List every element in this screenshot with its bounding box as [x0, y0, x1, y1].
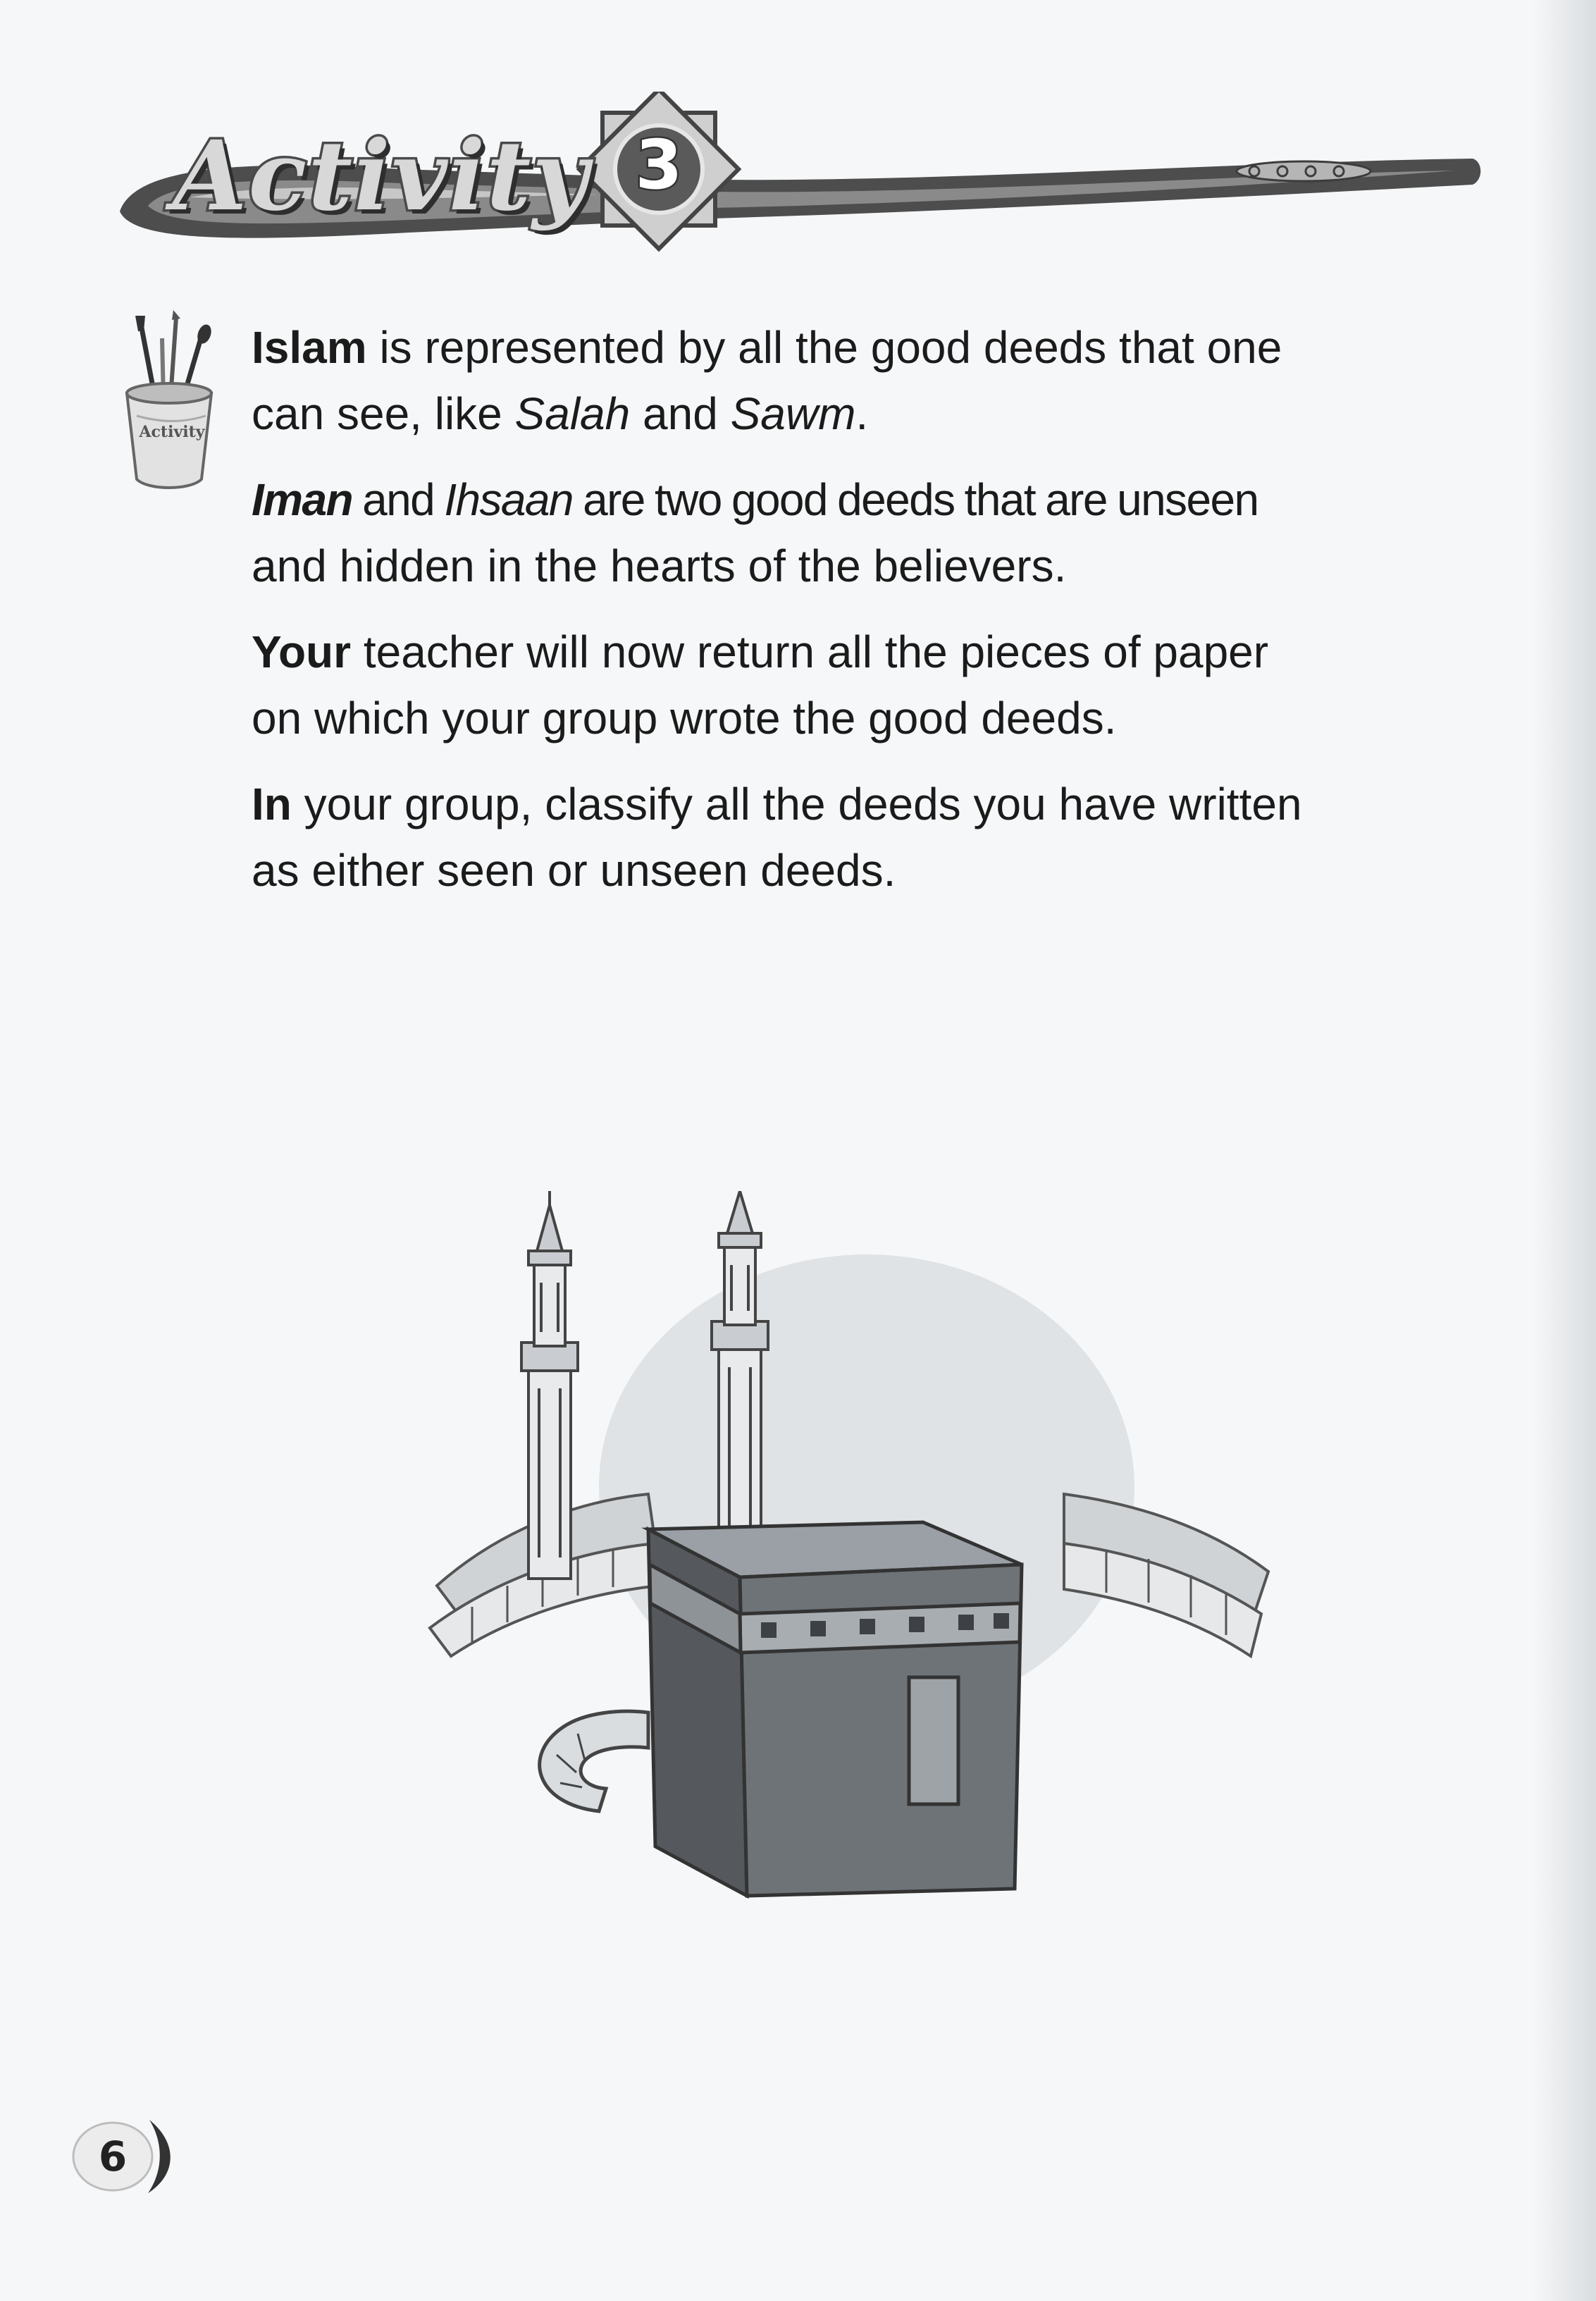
page-number: 6: [98, 2133, 128, 2180]
emphasis-text: Islam: [252, 322, 367, 373]
instruction-line: [252, 685, 1590, 751]
activity-instructions: [252, 314, 1590, 923]
instruction-line: [252, 837, 1590, 903]
instruction-line: [252, 314, 1590, 381]
instruction-paragraph: [252, 467, 1590, 599]
instruction-paragraph: [252, 771, 1590, 903]
body-text: as either seen or unseen deeds.: [252, 845, 896, 896]
kaaba-illustration: [416, 1191, 1289, 1938]
body-text: your group, classify all the deeds you have written: [291, 779, 1302, 829]
emphasis-text: Ihsaan: [444, 474, 573, 525]
emphasis-text: Sawm: [730, 388, 856, 439]
instruction-line: [252, 381, 1590, 447]
instruction-line: [252, 771, 1590, 837]
body-text: and: [630, 388, 731, 439]
body-text: teacher will now return all the pieces of paper: [351, 627, 1269, 677]
instruction-paragraph: [252, 314, 1590, 447]
activity-cup-icon: [113, 310, 225, 493]
body-text: .: [855, 388, 869, 439]
body-text: on which your group wrote the good deeds.: [252, 693, 1117, 744]
instruction-paragraph: [252, 619, 1590, 751]
instruction-line: [252, 533, 1590, 599]
instruction-line: [252, 467, 1590, 533]
emphasis-text: Salah: [514, 388, 631, 439]
emphasis-text: Your: [252, 627, 352, 677]
emphasis-text: In: [252, 779, 292, 829]
body-text: and hidden in the hearts of the believers.: [252, 541, 1067, 591]
body-text: is represented by all the good deeds that one: [366, 322, 1282, 373]
emphasis-text: Iman: [252, 474, 352, 525]
page-number-badge: [65, 2114, 178, 2199]
activity-icon-label: Activity: [139, 423, 205, 441]
body-text: can see, like: [252, 388, 515, 439]
instruction-line: [252, 619, 1590, 685]
activity-number: 3: [635, 125, 683, 204]
body-text: and: [352, 474, 445, 525]
activity-title: Activity: [173, 120, 590, 233]
body-text: are two good deeds that are unseen: [572, 474, 1258, 525]
activity-banner: [106, 92, 1487, 275]
